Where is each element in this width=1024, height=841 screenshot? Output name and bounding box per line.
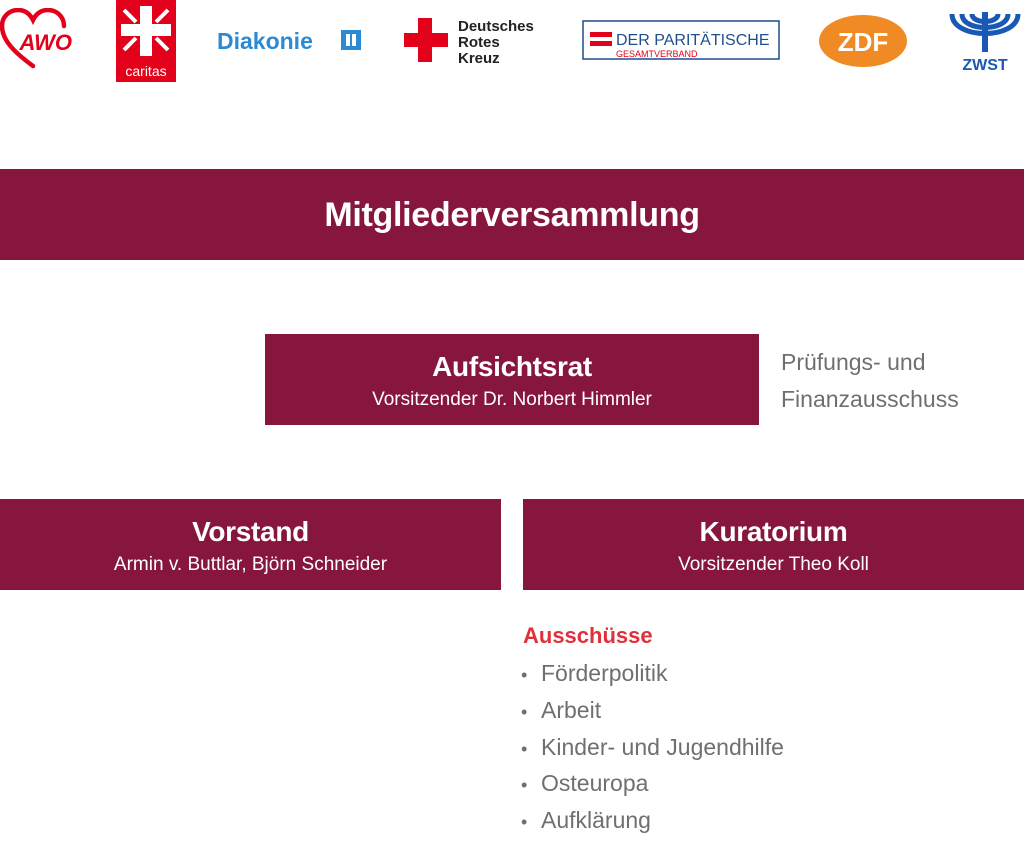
supervisory-board-box — [265, 334, 759, 425]
list-item-label: Aufklärung — [541, 807, 651, 834]
assembly-title: Mitgliederversammlung — [324, 196, 700, 234]
trustees-title: Kuratorium — [699, 516, 848, 547]
caritas-logo — [116, 0, 176, 82]
awo-logo-text: AWO — [19, 30, 72, 55]
zwst-logo-text: ZWST — [962, 57, 1008, 72]
list-item — [521, 802, 784, 839]
zwst-logo — [948, 10, 1022, 72]
list-item-label: Osteuropa — [541, 770, 649, 797]
list-item — [521, 655, 784, 692]
audit-committee-line1: Prüfungs- und — [781, 349, 926, 375]
paritaetische-logo-text: DER PARITÄTISCHE — [616, 32, 770, 49]
supervisory-board-chair: Vorsitzender Dr. Norbert Himmler — [372, 389, 652, 410]
list-item-label: Förderpolitik — [541, 660, 668, 686]
list-item — [521, 729, 784, 766]
diakonie-logo-text: Diakonie — [217, 28, 313, 54]
bullet: • — [521, 738, 528, 759]
executive-board-members: Armin v. Buttlar, Björn Schneider — [113, 554, 388, 575]
list-item — [521, 765, 784, 802]
trustees-chair: Vorsitzender Theo Koll — [678, 554, 869, 575]
drk-logo — [404, 16, 554, 68]
zdf-logo-text: ZDF — [837, 27, 889, 57]
audit-committee-label — [781, 344, 959, 418]
trustees-box — [523, 499, 1024, 590]
paritaetische-logo — [582, 20, 782, 62]
bullet: • — [521, 775, 528, 796]
bullet: • — [521, 701, 528, 722]
caritas-logo-text: caritas — [125, 63, 167, 79]
assembly-box — [0, 169, 1024, 260]
bullet: • — [521, 665, 528, 685]
drk-logo-line2: Rotes — [458, 34, 500, 51]
zdf-logo — [818, 14, 912, 68]
executive-board-box — [0, 499, 501, 590]
supervisory-board-title: Aufsichtsrat — [432, 351, 592, 382]
committees-heading: Ausschüsse — [523, 623, 653, 648]
executive-board-title: Vorstand — [192, 516, 309, 547]
paritaetische-logo-subtext: GESAMTVERBAND — [616, 49, 698, 59]
committees-list — [521, 655, 784, 839]
list-item-label: Kinder- und Jugendhilfe — [541, 733, 784, 760]
audit-committee-line2: Finanzausschuss — [781, 386, 959, 412]
drk-logo-line3: Kreuz — [458, 50, 500, 67]
list-item-label: Arbeit — [541, 696, 602, 723]
drk-logo-line1: Deutsches — [458, 18, 534, 35]
diakonie-logo — [217, 24, 367, 56]
list-item — [521, 692, 784, 729]
awo-logo — [0, 8, 74, 70]
bullet: • — [521, 812, 528, 833]
